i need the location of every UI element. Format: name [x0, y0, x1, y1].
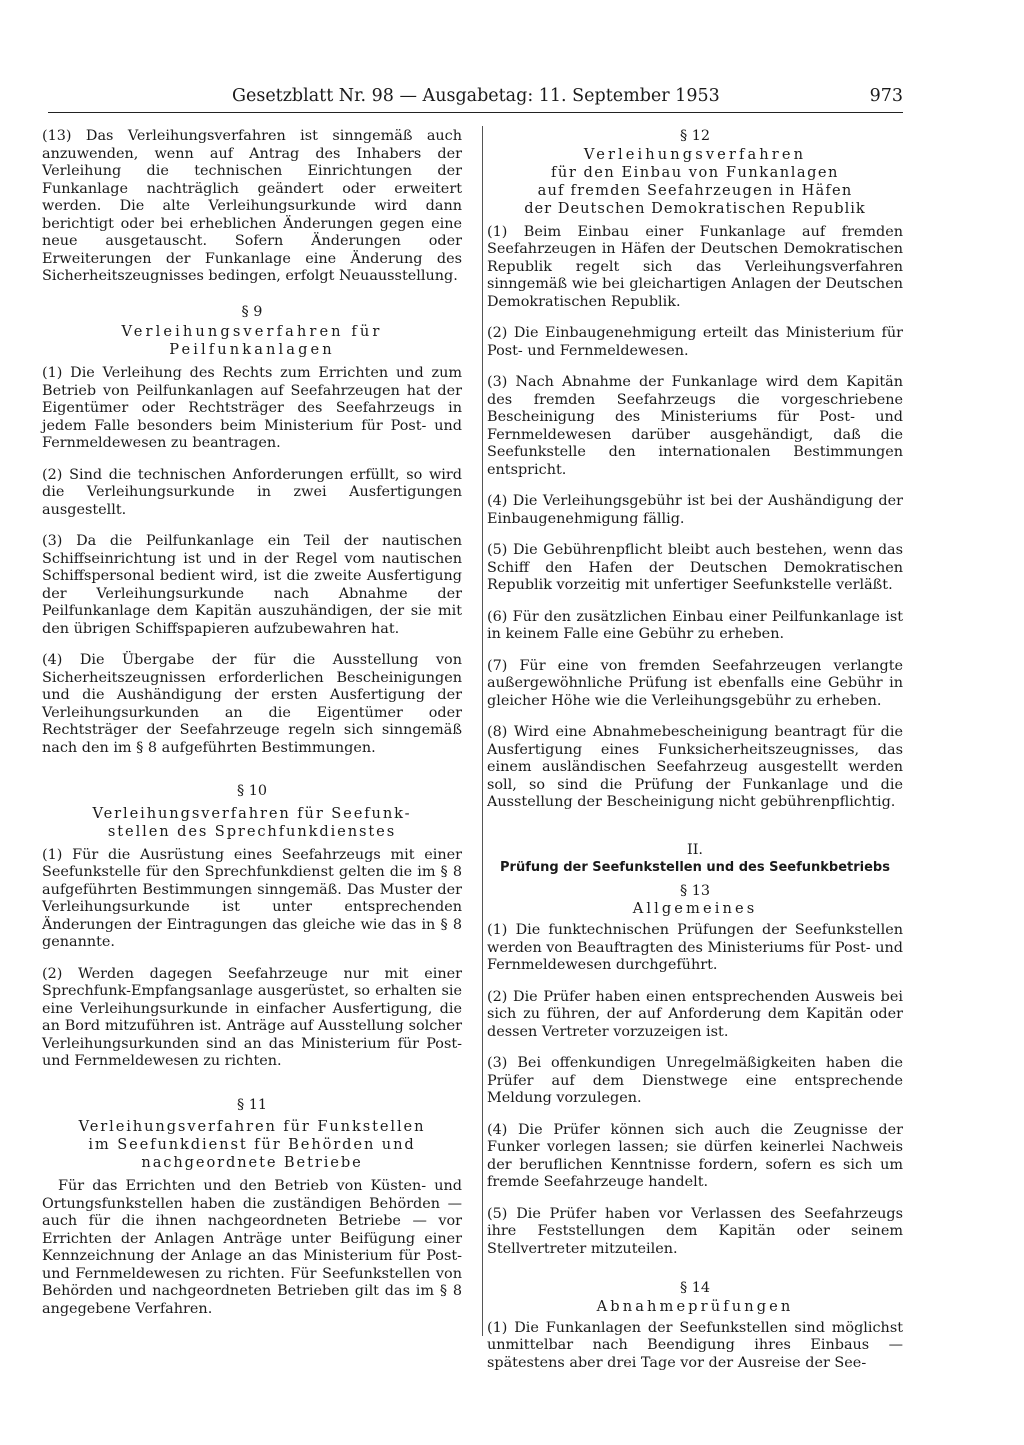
part-2-number: II. [687, 841, 703, 858]
column-divider [482, 126, 483, 1336]
section-12-title-line4: der Deutschen Demokratischen Republik [524, 199, 866, 217]
paragraph-s11: Für das Errichten und den Betrieb von Küsten- und Ortungsfunkstellen haben die zuständigen Behörden — auch für die ihnen nachgeordneten Betriebe — vor Errichten der Anlagen Anträge unter Beifügung einer Kennzeichnung der Anlage an das Ministerium für Post- und Fernmeldewesen zu richten. Für Seefunkstellen von Behörden und nachgeordneten Betrieben gilt das im § 8 angegebene Verfahren. [42, 1178, 462, 1317]
section-10-title-line1: Verleihungsverfahren für Seefunk- [92, 804, 412, 822]
paragraph-s9-1: (1) Die Verleihung des Rechts zum Errichten und zum Betrieb von Peilfunkanlagen auf Seefahrzeugen hat der Eigentümer oder Rechtsträger des Seefahrzeugs in jedem Falle besonders beim Ministerium für Post- und Fernmeldewesen zu beantragen. [42, 365, 462, 451]
paragraph-s13-3: (3) Bei offenkundigen Unregelmäßigkeiten haben die Prüfer auf dem Dienstwege eine entsprechende Meldung vorzulegen. [487, 1055, 903, 1106]
section-12-number: § 12 [679, 128, 711, 144]
gazette-title: Gesetzblatt Nr. 98 — Ausgabetag: 11. September 1953 [232, 86, 720, 106]
paragraph-s13-1: (1) Die funktechnischen Prüfungen der Seefunkstellen werden von Beauftragten des Ministeriums für Post- und Fernmeldewesen durchgeführt. [487, 922, 903, 973]
paragraph-s13-4: (4) Die Prüfer können sich auch die Zeugnisse der Funker vorlegen lassen; sie dürfen keinerlei Nachweis der beruflichen Kenntnisse fordern, sofern es sich um fremde Seefahrzeuge handelt. [487, 1121, 903, 1190]
right-column [487, 128, 903, 1372]
paragraph-s12-3: (3) Nach Abnahme der Funkanlage wird dem Kapitän des fremden Seefahrzeugs die vorgeschriebene Bescheinigung des Ministeriums für Post- und Fernmeldewesen darüber ausgehändigt, daß die Seefunkstelle den internationalen Bestimmungen entspricht. [487, 374, 903, 478]
section-11-title-line3: nachgeordnete Betriebe [141, 1154, 363, 1171]
paragraph-s10-2: (2) Werden dagegen Seefahrzeuge nur mit einer Sprechfunk-Empfangsanlage ausgerüstet, so erhalten sie eine Verleihungsurkunde in einfacher Ausfertigung, die an Bord mitzuführen ist. Anträge auf Ausstellung solcher Verleihungsurkunden sind an das Ministerium für Post- und Fernmeldewesen zu richten. [42, 965, 462, 1069]
paragraph-s12-2: (2) Die Einbaugenehmigung erteilt das Ministerium für Post- und Fernmeldewesen. [487, 325, 903, 359]
paragraph-s14-1: (1) Die Funkanlagen der Seefunkstellen sind möglichst unmittelbar nach Beendigung ihres Einbaus — spätestens aber drei Tage vor der Ausreise der See- [487, 1319, 903, 1371]
paragraph-s12-5: (5) Die Gebührenpflicht bleibt auch bestehen, wenn das Schiff den Hafen der Deutschen Demokratischen Republik vorzeitig mit unfertiger Seefunkstelle verläßt. [487, 542, 903, 593]
paragraph-s12-1: (1) Beim Einbau einer Funkanlage auf fremden Seefahrzeugen in Häfen der Deutschen Demokratischen Republik regelt sich das Verleihungsverfahren sinngemäß wie bei gleichartigen Anlagen der Deutschen Demokratischen Republik. [487, 223, 903, 310]
section-10-title-line2: stellen des Sprechfunkdienstes [107, 822, 397, 840]
section-9-title: Verleihungsverfahren für Peilfunkanlagen [121, 323, 383, 358]
section-14-number: § 14 [679, 1280, 711, 1296]
section-12-title-line1: Verleihungsverfahren [583, 145, 807, 163]
paragraph-s12-7: (7) Für eine von fremden Seefahrzeugen verlangte außergewöhnliche Prüfung ist ebenfalls eine Gebühr in gleicher Höhe wie die Verleihungsgebühr zu erheben. [487, 657, 903, 709]
paragraph-s12-8: (8) Wird eine Abnahmebescheinigung beantragt für die Ausfertigung eines Funksicherheitszeugnisses, das einem ausländischen Seefahrzeug ausgestellt werden soll, so sind die Prüfung der Funkanlage und die Ausstellung der Bescheinigung nicht gebührenpflichtig. [487, 724, 903, 810]
paragraph-s13-5: (5) Die Prüfer haben vor Verlassen des Seefahrzeugs ihre Feststellungen dem Kapitän oder seinem Stellvertreter mitzuteilen. [487, 1205, 903, 1257]
section-11-number: § 11 [236, 1096, 268, 1113]
part-2-title: Prüfung der Seefunkstellen und des Seefunkbetriebs [500, 860, 890, 875]
section-10-number: § 10 [236, 783, 268, 799]
paragraph-s13-2: (2) Die Prüfer haben einen entsprechenden Ausweis bei sich zu führen, der auf Anforderung dem Kapitän oder dessen Vertreter vorzuzeigen ist. [487, 988, 903, 1040]
section-14-title: Abnahmeprüfungen [596, 1297, 794, 1315]
paragraph-s8-13: (13) Das Verleihungsverfahren ist sinngemäß auch anzuwenden, wenn auf Antrag des Inhabers der Verleihung die technischen Einrichtungen der Funkanlage nachträglich geändert oder erweitert werden. Die alte Verleihungsurkunde wird dann berichtigt oder bei erheblichen Änderungen gegen eine neue ausgetauscht. Sofern Änderungen oder Erweiterungen der Funkanlage eine Änderung des Sicherheitszeugnisses bedingen, erfolgt Neuausstellung. [42, 128, 462, 284]
section-11-title-line2: im Seefunkdienst für Behörden und [88, 1136, 416, 1153]
section-12-title-line3: auf fremden Seefahrzeugen in Häfen [537, 181, 853, 199]
paragraph-s9-4: (4) Die Übergabe der für die Ausstellung von Sicherheitszeugnissen erforderlichen Bescheinigungen und die Aushändigung der ersten Ausfertigung der Verleihungsurkunden an die Eigentümer oder Rechtsträger der Seefahrzeuge regeln sich sinngemäß nach den im § 8 aufgeführten Bestimmungen. [42, 652, 462, 756]
paragraph-s9-2: (2) Sind die technischen Anforderungen erfüllt, so wird die Verleihungsurkunde in zwei Ausfertigungen ausgestellt. [42, 466, 462, 518]
paragraph-s12-6: (6) Für den zusätzlichen Einbau einer Peilfunkanlage ist in keinem Falle eine Gebühr zu erheben. [487, 608, 903, 642]
page-header [48, 84, 903, 113]
section-13-title: Allgemeines [632, 900, 758, 917]
paragraph-s12-4: (4) Die Verleihungsgebühr ist bei der Aushändigung der Einbaugenehmigung fällig. [487, 493, 903, 527]
section-12-title-line2: für den Einbau von Funkanlagen [551, 163, 839, 181]
left-column [42, 128, 462, 1318]
paragraph-s9-3: (3) Da die Peilfunkanlage ein Teil der nautischen Schiffseinrichtung ist und in der Regel vom nautischen Schiffspersonal bedient wird, ist die zweite Ausfertigung der Verleihungsurkunde nach Abnahme der Peilfunkanlage dem Kapitän auszuhändigen, der sie mit den übrigen Schiffspapieren aufzubewahren hat. [42, 533, 462, 637]
page-number: 973 [869, 86, 903, 106]
section-9-number: § 9 [241, 303, 263, 320]
paragraph-s10-1: (1) Für die Ausrüstung eines Seefahrzeugs mit einer Seefunkstelle für den Sprechfunkdienst gelten die im § 8 aufgeführten Bestimmungen sinngemäß. Das Muster der Verleihungsurkunde ist unter entsprechenden Änderungen der Eintragungen das gleiche wie das in § 8 genannte. [42, 846, 462, 950]
section-11-title-line1: Verleihungsverfahren für Funkstellen [78, 1118, 426, 1135]
section-13-number: § 13 [679, 882, 711, 899]
